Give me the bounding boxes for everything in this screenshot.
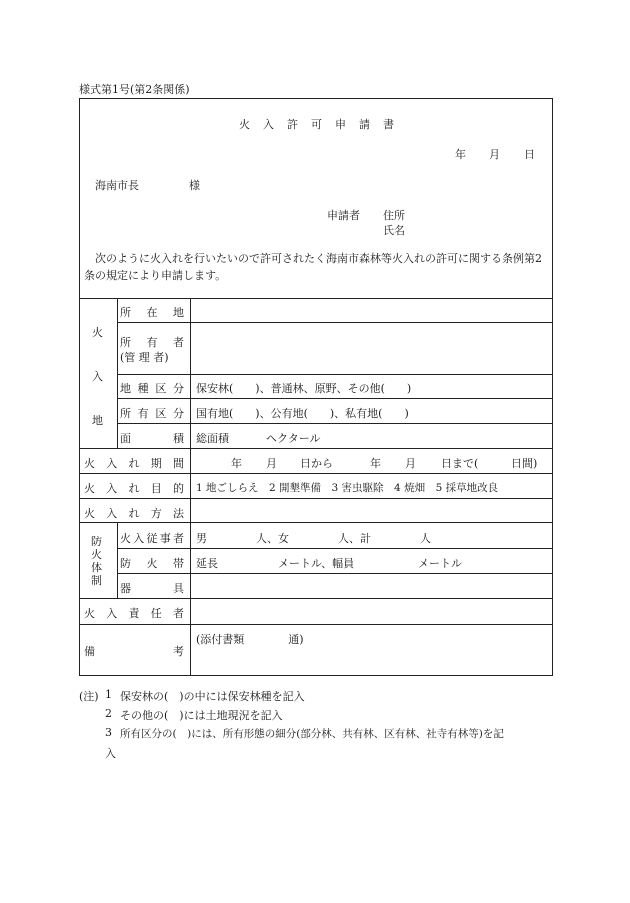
- label-fire-workers: 火 入 従 事 者: [120, 532, 184, 545]
- method-field[interactable]: [196, 505, 548, 519]
- area-unit: ヘクタール: [266, 432, 321, 445]
- form-number-label: 様式第1号(第2条関係): [79, 83, 190, 96]
- divider-header: [79, 298, 553, 299]
- label-fire-period: 火 入 れ 期 間: [84, 457, 184, 470]
- divider-row: [79, 624, 553, 625]
- application-statement: 次のように火入れを行いたいので許可されたく海南市森林等火入れの許可に関する条例第2条の規定により申請します。: [84, 252, 542, 282]
- divider-group-column: [117, 298, 118, 448]
- applicant-name-label: 氏名: [383, 224, 405, 237]
- period-from-month: 月: [266, 457, 277, 470]
- responsible-field[interactable]: [196, 605, 548, 619]
- label-firebreak: 防 火 帯: [120, 557, 184, 570]
- note-number: 1: [105, 688, 112, 701]
- label-owner: 所 有 者: [120, 336, 184, 349]
- note-text: 保安林の( )の中には保安林種を記入: [120, 690, 305, 703]
- group-fire-site-char: 地: [92, 414, 103, 427]
- divider-row: [117, 573, 553, 574]
- divider-row: [79, 598, 553, 599]
- label-fire-method: 火 入 れ 方 法: [84, 507, 184, 520]
- divider-row: [117, 423, 553, 424]
- period-days: 日間): [511, 457, 538, 470]
- note-text: その他の( )には土地現況を記入: [120, 709, 283, 722]
- workers-total: 人、計: [338, 532, 371, 545]
- area-prefix: 総面積: [196, 432, 229, 445]
- divider-label-column: [190, 298, 191, 676]
- note-continuation: 入: [105, 747, 116, 760]
- location-field[interactable]: [196, 304, 548, 318]
- period-from-year: 年: [231, 457, 242, 470]
- label-land-type: 地 種 区 分: [120, 382, 184, 395]
- label-fire-purpose: 火 入 れ 目 的: [84, 482, 184, 495]
- workers-male: 男: [196, 532, 207, 545]
- divider-row: [117, 374, 553, 375]
- label-equipment: 器 具: [120, 582, 184, 595]
- group-fire-site-char: 火: [92, 326, 103, 339]
- firebreak-unit: メートル: [418, 557, 462, 570]
- divider-row: [79, 448, 553, 449]
- ownership-options[interactable]: 国有地( )、公有地( )、私有地( ): [196, 407, 409, 420]
- group-fire-prevention: 防 火 体 制: [91, 535, 102, 587]
- purpose-options[interactable]: 1 地ごしらえ 2 開墾準備 3 害虫駆除 4 焼畑 5 採草地改良: [196, 482, 499, 494]
- period-to-day: 日まで(: [441, 457, 479, 470]
- divider-row: [117, 548, 553, 549]
- label-area: 面 積: [120, 432, 184, 445]
- label-ownership: 所 有 区 分: [120, 407, 184, 420]
- group-fire-site-char: 入: [92, 370, 103, 383]
- divider-group-column: [117, 522, 118, 598]
- land-type-options[interactable]: 保安林( )、普通林、原野、その他( ): [196, 382, 412, 395]
- date-month-label: 月: [489, 148, 500, 161]
- label-location: 所 在 地: [120, 306, 184, 319]
- divider-row: [79, 498, 553, 499]
- label-remarks: 備 考: [84, 645, 184, 658]
- firebreak-width: メートル、幅員: [278, 557, 355, 570]
- date-year-label: 年: [455, 148, 466, 161]
- label-fire-responsible: 火 入 責 任 者: [84, 607, 184, 620]
- note-text: 所有区分の( )には、所有形態の細分(部分林、共有林、区有林、社寺有林等)を記: [120, 728, 504, 740]
- divider-row: [117, 322, 553, 323]
- divider-row: [117, 398, 553, 399]
- addressee-name: 海南市長: [95, 179, 139, 192]
- remarks-attachments[interactable]: (添付書類 通): [196, 633, 304, 646]
- period-to-month: 月: [405, 457, 416, 470]
- note-number: 2: [105, 707, 112, 720]
- firebreak-length: 延長: [196, 557, 218, 570]
- label-owner-manager: (管 理 者): [120, 351, 169, 364]
- period-to-year: 年: [370, 457, 381, 470]
- applicant-address-label: 住所: [383, 209, 405, 222]
- applicant-role-label: 申請者: [327, 209, 360, 222]
- owner-field[interactable]: [196, 334, 548, 364]
- form-title: 火 入 許 可 申 請 書: [239, 118, 394, 131]
- divider-row: [79, 473, 553, 474]
- date-day-label: 日: [524, 148, 535, 161]
- workers-female: 人、女: [256, 532, 289, 545]
- divider-row: [79, 522, 553, 523]
- period-from-day: 日から: [300, 457, 333, 470]
- equipment-field[interactable]: [196, 580, 548, 594]
- workers-unit: 人: [420, 532, 431, 545]
- addressee-honorific: 様: [189, 179, 200, 192]
- notes-prefix: (注): [79, 690, 99, 703]
- note-number: 3: [105, 726, 112, 739]
